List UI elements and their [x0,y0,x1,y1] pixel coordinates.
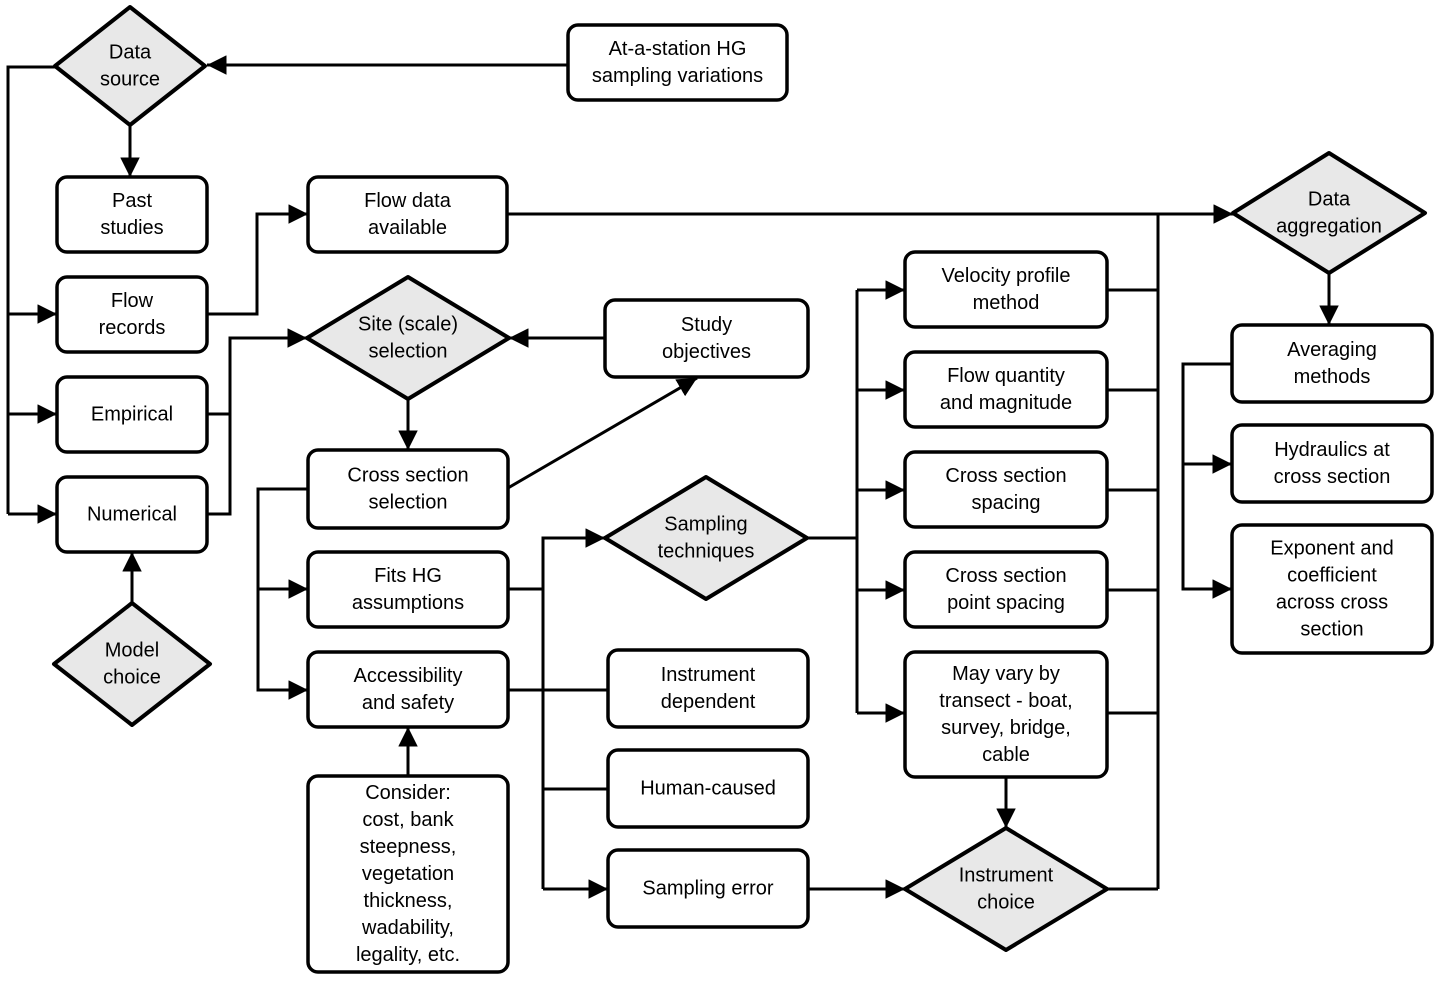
node-at-a-station-hg [568,25,787,100]
process-shape [308,450,508,528]
process-shape [1232,425,1432,502]
node-label-instrument-dependent: Instrument dependent [660,664,756,713]
node-model-choice [54,603,210,725]
node-cross-section-selection [308,450,508,528]
decision-shape [905,828,1107,950]
process-shape [308,177,507,252]
node-label-data-source: Data source [99,41,161,91]
node-label-averaging-methods: Averaging methods [1287,339,1377,388]
process-shape [57,277,207,352]
node-human-caused [608,750,808,827]
node-label-numerical: Numerical [86,503,178,526]
node-label-data-aggregation: Data aggregation [1276,188,1382,238]
node-label-sampling-techniques: Sampling techniques [657,513,755,563]
node-empirical [57,377,207,452]
node-fits-hg-assumptions [308,552,508,627]
node-site-scale-selection [307,277,509,399]
node-label-fits-hg-assumptions: Fits HG assumptions [351,565,465,614]
process-shape [905,552,1107,627]
process-shape [905,352,1107,427]
process-shape [568,25,787,100]
node-data-aggregation [1233,153,1425,273]
node-study-objectives [605,300,808,377]
node-label-may-vary-by-transect: May vary by transect - boat, survey, bridge, cable [939,663,1073,766]
node-velocity-profile-method [905,252,1107,327]
decision-shape [1233,153,1425,273]
decision-shape [54,603,210,725]
node-sampling-techniques [605,477,807,599]
node-label-consider-factors: Consider: cost, bank steepness, vegetation thickness, wadability, legality, etc. [355,782,461,966]
process-shape [605,300,808,377]
node-cross-section-spacing [905,452,1107,527]
node-numerical [57,477,207,552]
node-may-vary-by-transect [905,652,1107,777]
edge-cross-section-selection-to-study-objectives [508,378,697,488]
node-label-site-scale-selection: Site (scale) selection [357,313,459,363]
node-cross-section-point-spacing [905,552,1107,627]
node-label-sampling-error: Sampling error [642,877,774,900]
node-past-studies [57,177,207,252]
node-data-source [55,7,205,125]
node-label-human-caused: Human-caused [640,777,776,800]
decision-shape [55,7,205,125]
process-shape [905,252,1107,327]
edge-vertical-to-sampling-techniques [543,538,605,889]
process-shape [905,452,1107,527]
node-label-instrument-choice: Instrument choice [958,864,1054,914]
edge-averaging-left-rail-to-exponent [1183,364,1232,589]
node-averaging-methods [1232,325,1432,402]
node-instrument-choice [905,828,1107,950]
node-label-flow-data-available: Flow data available [364,190,451,239]
node-label-hydraulics-at-cross-section: Hydraulics at cross section [1273,439,1391,488]
node-label-model-choice: Model choice [103,639,161,689]
process-shape [57,177,207,252]
edge-data-source-left-rail [8,67,57,514]
node-flow-quantity-magnitude [905,352,1107,427]
node-instrument-dependent [608,650,808,727]
decision-shape [307,277,509,399]
process-shape [308,552,508,627]
node-label-cross-section-spacing: Cross section spacing [945,465,1067,514]
node-hydraulics-at-cross-section [1232,425,1432,502]
node-flow-data-available [308,177,507,252]
node-label-velocity-profile-method: Velocity profile method [941,265,1071,314]
node-sampling-error [608,850,808,927]
node-label-flow-records: Flow records [98,290,166,339]
decision-shape [605,477,807,599]
node-label-flow-quantity-magnitude: Flow quantity and magnitude [939,365,1073,414]
node-label-at-a-station-hg: At-a-station HG sampling variations [591,38,764,87]
node-flow-records [57,277,207,352]
process-shape [1232,325,1432,402]
node-label-exponent-and-coefficient: Exponent and coefficient across cross section [1270,537,1394,641]
node-label-accessibility-and-safety: Accessibility and safety [353,665,463,714]
node-label-past-studies: Past studies [100,190,164,239]
edge-flow-records-to-flow-data-available [207,214,308,314]
process-shape [308,652,508,727]
node-consider-factors [308,776,508,972]
node-label-study-objectives: Study objectives [662,314,751,363]
node-exponent-and-coefficient [1232,525,1432,653]
node-label-empirical: Empirical [90,403,174,426]
node-label-cross-section-point-spacing: Cross section point spacing [945,565,1067,614]
node-label-cross-section-selection: Cross section selection [347,464,469,514]
process-shape [608,650,808,727]
node-accessibility-and-safety [308,652,508,727]
